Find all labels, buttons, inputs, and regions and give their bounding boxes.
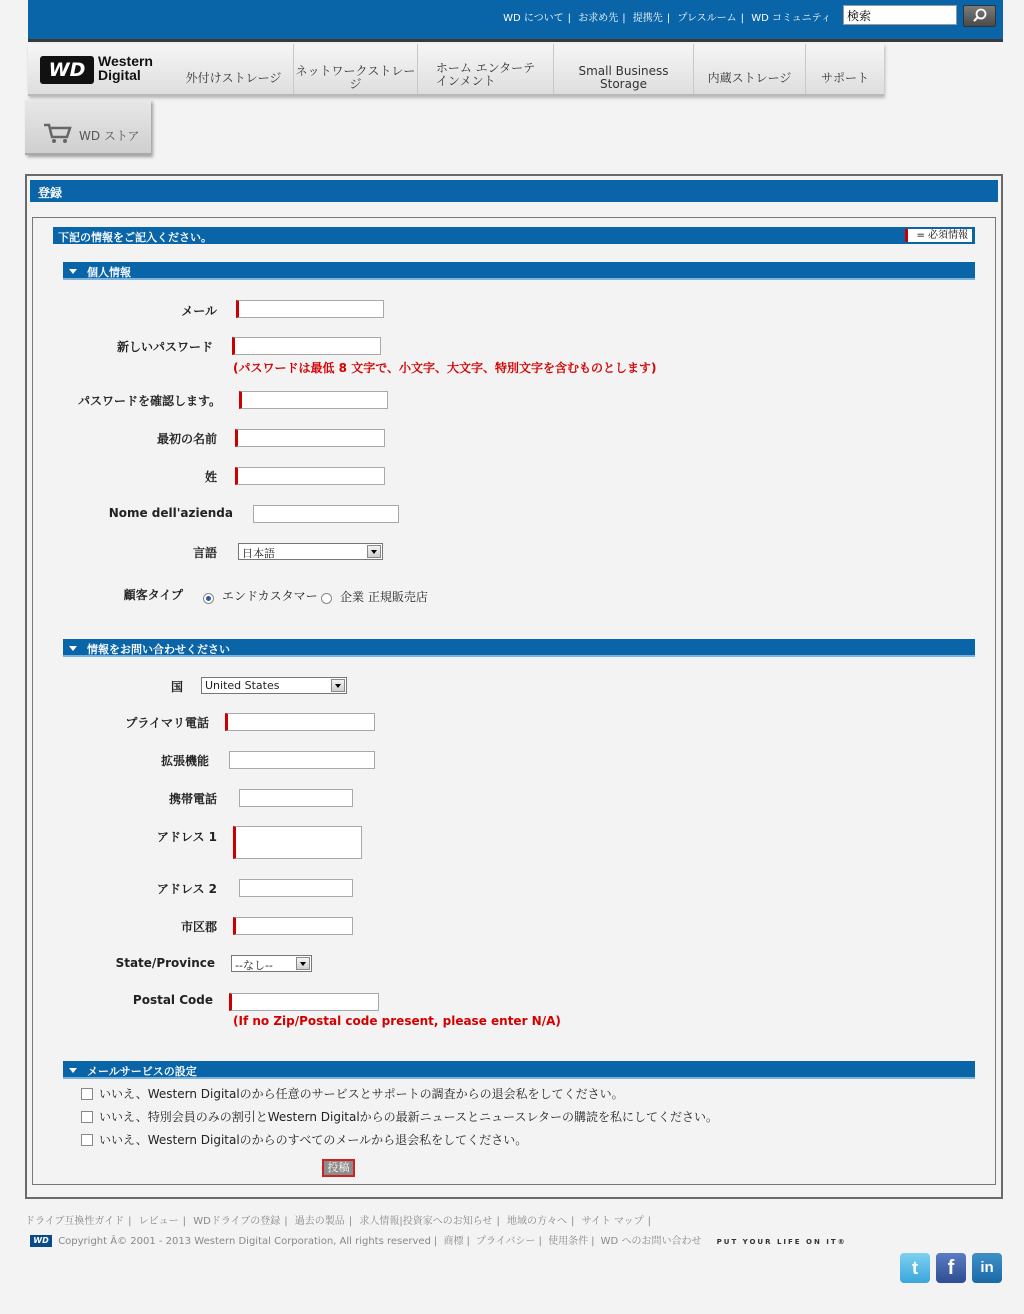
- top-link-press[interactable]: プレスルーム: [677, 13, 737, 24]
- footer-link[interactable]: ドライブ互換性ガイド: [25, 1216, 125, 1227]
- country-label: 国: [170, 680, 183, 694]
- footer-link[interactable]: レビュー: [138, 1216, 179, 1227]
- nav-item-network-storage[interactable]: [294, 44, 418, 94]
- checkbox-label: いいえ、Western Digitalのから任意のサービスとサポートの調査からの退会私をしてください。: [99, 1087, 624, 1101]
- city-field[interactable]: [233, 917, 353, 935]
- email-label: メール: [181, 304, 217, 318]
- radio-reseller[interactable]: [321, 593, 332, 604]
- language-select[interactable]: [238, 543, 383, 560]
- address2-field[interactable]: [239, 879, 353, 897]
- address2-label: アドレス 2: [156, 882, 217, 896]
- logo-badge: WD: [40, 56, 94, 84]
- last-name-field[interactable]: [235, 467, 385, 485]
- confirm-password-label: パスワードを確認します。: [77, 394, 221, 408]
- top-bar: [28, 0, 1003, 42]
- radio-label-reseller: 企業 正規販売店: [340, 590, 428, 604]
- email-field[interactable]: [236, 300, 384, 318]
- radio-label-end-customer: エンドカスタマー: [222, 589, 318, 603]
- city-label: 市区郡: [180, 920, 217, 934]
- section-title: メールサービスの設定: [87, 1065, 197, 1078]
- logo-wordmark: [98, 54, 153, 82]
- password-hint: (パスワードは最低 8 文字で、小文字、大文字、特別文字を含むものとします): [233, 361, 657, 375]
- nav-label: ネットワークストレージ: [295, 64, 416, 91]
- nav-label: ホーム エンターテ インメント: [435, 61, 536, 88]
- nav-item-external-storage[interactable]: [174, 44, 294, 94]
- instructions-text: 下記の情報をご記入ください。: [58, 231, 212, 244]
- search-button[interactable]: [963, 5, 996, 27]
- extension-label: 拡張機能: [160, 754, 209, 768]
- nav-label: 内蔵ストレージ: [707, 70, 792, 85]
- last-name-label: 姓: [204, 470, 217, 484]
- state-select[interactable]: [231, 955, 312, 972]
- customer-type-label: 顧客タイプ: [123, 588, 183, 602]
- footer-link[interactable]: 地域の方々へ: [507, 1216, 567, 1227]
- nav-item-internal-storage[interactable]: [694, 44, 806, 94]
- chevron-down-icon: [367, 545, 381, 558]
- state-label: State/Province: [115, 956, 215, 970]
- company-label: Nome dell'azienda: [108, 506, 233, 520]
- top-link-community[interactable]: WD コミュニティ: [751, 13, 831, 24]
- required-legend: = 必須情報: [905, 229, 972, 242]
- facebook-icon[interactable]: f: [936, 1253, 966, 1283]
- primary-phone-label: プライマリ電話: [125, 716, 209, 730]
- state-value: --なし--: [235, 959, 273, 972]
- footer-link[interactable]: 過去の製品: [294, 1216, 345, 1227]
- checkbox-newsletter[interactable]: [81, 1111, 93, 1123]
- footer-links: ドライブ互換性ガイド | レビュー | WDドライブの登録 | 過去の製品 | 求人情報|投資家へのお知らせ | 地域の方々へ | サイト マップ |: [25, 1216, 652, 1227]
- collapse-triangle-icon: [69, 1068, 77, 1073]
- nav-item-home-entertainment[interactable]: [418, 44, 554, 94]
- collapse-triangle-icon: [69, 646, 77, 651]
- radio-end-customer[interactable]: [203, 593, 214, 604]
- company-field[interactable]: [253, 505, 399, 523]
- new-password-label: 新しいパスワード: [116, 340, 213, 354]
- mobile-field[interactable]: [239, 789, 353, 807]
- top-link-partners[interactable]: 提携先: [632, 13, 663, 24]
- postal-hint: (If no Zip/Postal code present, please enter N/A): [233, 1014, 561, 1028]
- nav-label: Small Business Storage: [578, 64, 669, 91]
- store-label: WD ストア: [79, 129, 140, 143]
- section-title: 個人情報: [87, 266, 131, 279]
- legal-link[interactable]: 商標: [443, 1236, 464, 1247]
- checkbox-opt-out-surveys[interactable]: [81, 1088, 93, 1100]
- section-title: 情報をお問い合わせください: [87, 643, 230, 656]
- first-name-field[interactable]: [235, 429, 385, 447]
- checkbox-label: いいえ、特別会員のみの割引とWestern Digitalからの最新ニュースとニュースレターの購読を私にしてください。: [99, 1110, 718, 1124]
- footer-wd-logo: WD: [30, 1235, 52, 1247]
- logo-line1: Western: [98, 53, 153, 69]
- copyright-text: Copyright Â© 2001 - 2013 Western Digital Corporation, All rights reserved: [58, 1236, 431, 1247]
- language-value: 日本語: [242, 547, 275, 560]
- submit-button[interactable]: 投稿: [322, 1159, 355, 1177]
- address1-field[interactable]: [233, 826, 362, 859]
- footer-link[interactable]: 求人情報|投資家へのお知らせ: [359, 1216, 493, 1227]
- nav-item-support[interactable]: [806, 44, 884, 94]
- registration-panel: [25, 174, 1003, 1199]
- collapse-triangle-icon: [69, 269, 77, 274]
- primary-phone-field[interactable]: [225, 713, 375, 731]
- top-link-about[interactable]: WD について: [503, 13, 564, 24]
- new-password-field[interactable]: [232, 337, 381, 355]
- wd-store-tab[interactable]: [25, 100, 151, 155]
- legal-link[interactable]: WD へのお問い合わせ: [600, 1236, 702, 1247]
- cart-icon: [43, 122, 73, 144]
- section-email-prefs[interactable]: [63, 1061, 975, 1079]
- legal-link[interactable]: 使用条件: [548, 1236, 589, 1247]
- language-label: 言語: [192, 546, 217, 560]
- first-name-label: 最初の名前: [156, 432, 217, 446]
- country-value: United States: [205, 679, 280, 692]
- search-input[interactable]: [843, 5, 957, 25]
- section-contact[interactable]: [63, 639, 975, 657]
- checkbox-opt-out-all[interactable]: [81, 1134, 93, 1146]
- address1-label: アドレス 1: [156, 830, 217, 844]
- search-icon: [964, 6, 995, 26]
- panel-title: 登録: [30, 180, 998, 202]
- top-links: WD について | お求め先 | 提携先 | プレスルーム | WD コミュニティ: [503, 13, 831, 24]
- nav-label: 外付けストレージ: [185, 70, 282, 85]
- footer-link[interactable]: WDドライブの登録: [193, 1216, 281, 1227]
- twitter-icon[interactable]: t: [900, 1253, 930, 1283]
- postal-label: Postal Code: [132, 993, 213, 1007]
- country-select[interactable]: [201, 677, 347, 694]
- chevron-down-icon: [331, 679, 345, 692]
- top-link-where-to-buy[interactable]: お求め先: [578, 13, 619, 24]
- footer-link[interactable]: サイト マップ: [581, 1216, 644, 1227]
- instructions-bar: [53, 227, 975, 244]
- tagline: PUT YOUR LIFE ON IT®: [716, 1238, 847, 1246]
- copyright-row: WD Copyright Â© 2001 - 2013 Western Digital Corporation, All rights reserved | 商標 | プライバシー | 使用条件 | WD へのお問い合わせ PUT YOUR LIFE ON IT®: [30, 1232, 847, 1247]
- section-personal[interactable]: [63, 262, 975, 280]
- nav-item-small-business[interactable]: [554, 44, 694, 94]
- mobile-label: 携帯電話: [168, 792, 217, 806]
- chevron-down-icon: [296, 957, 310, 970]
- logo-line2: Digital: [98, 67, 141, 83]
- legal-link[interactable]: プライバシー: [476, 1236, 536, 1247]
- form-inner: [32, 217, 996, 1185]
- nav-label: サポート: [820, 70, 869, 85]
- confirm-password-field[interactable]: [239, 391, 388, 409]
- checkbox-label: いいえ、Western Digitalのからのすべてのメールから退会私をしてください。: [99, 1133, 528, 1147]
- main-nav: [28, 44, 884, 96]
- postal-field[interactable]: [229, 993, 379, 1011]
- extension-field[interactable]: [229, 751, 375, 769]
- linkedin-icon[interactable]: in: [972, 1253, 1002, 1283]
- wd-logo[interactable]: [40, 54, 164, 86]
